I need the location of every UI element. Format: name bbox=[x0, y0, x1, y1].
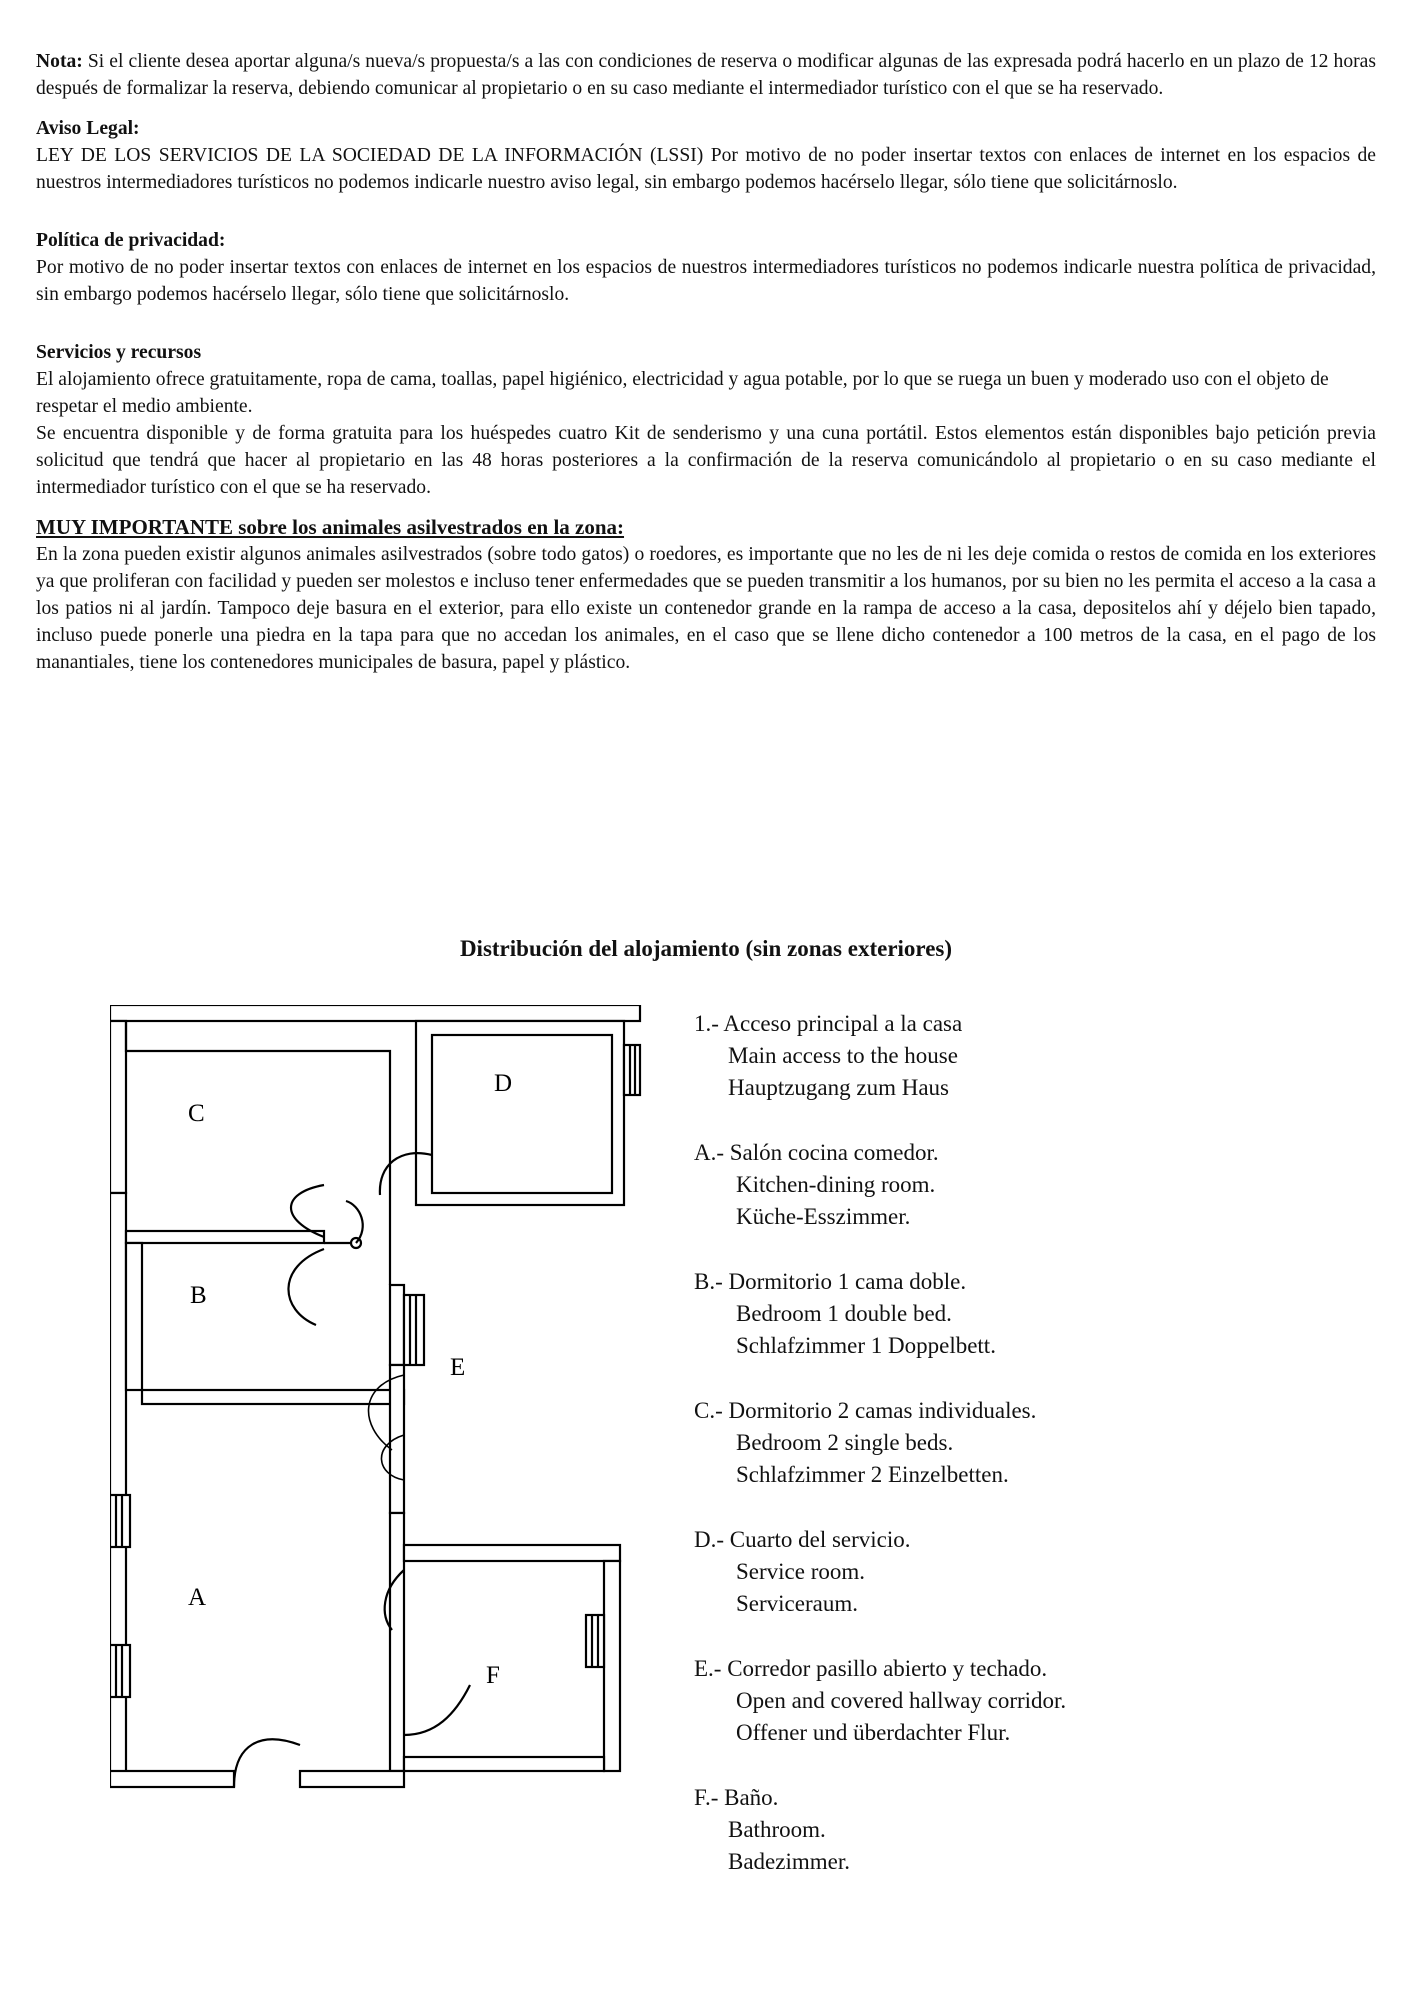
legend-en: Open and covered hallway corridor. bbox=[736, 1688, 1067, 1713]
legend-en: Bedroom 1 double bed. bbox=[736, 1301, 952, 1326]
legend-en: Bedroom 2 single beds. bbox=[736, 1430, 954, 1455]
legend-en: Service room. bbox=[736, 1559, 866, 1584]
servicios-text-2: Se encuentra disponible y de forma gratuita para los huéspedes cuatro Kit de senderismo y una cuna portátil. Estos elementos están disponibles bajo petición previa solicitud que tendrá que hacer al propietario en las 48 horas posteriores a la confirmación de la reserva comunicándolo al propietario o en su caso mediante el intermediador turístico con el que se ha reservado. bbox=[36, 423, 1376, 498]
legend-entry bbox=[694, 1395, 1214, 1491]
legend-en: Main access to the house bbox=[728, 1043, 958, 1068]
legend-es: B.- Dormitorio 1 cama doble. bbox=[694, 1269, 967, 1294]
legend-de: Hauptzugang zum Haus bbox=[728, 1075, 949, 1100]
servicios-text-1: El alojamiento ofrece gratuitamente, ropa de cama, toallas, papel higiénico, electricidad y agua potable, por lo que se ruega un buen y moderado uso con el objeto de respetar el medio ambiente. bbox=[36, 369, 1329, 417]
legend-es: F.- Baño. bbox=[694, 1785, 779, 1810]
floor-plan bbox=[110, 1005, 684, 1850]
legend-entry bbox=[694, 1008, 1214, 1104]
privacidad-section bbox=[36, 227, 1376, 308]
room-label-a: A bbox=[188, 1584, 207, 1611]
room-label-c: C bbox=[188, 1100, 205, 1127]
legend-es: D.- Cuarto del servicio. bbox=[694, 1527, 911, 1552]
animales-title: MUY IMPORTANTE sobre los animales asilvestrados en la zona: bbox=[36, 515, 625, 539]
nota-paragraph bbox=[36, 48, 1376, 102]
legend-de: Serviceraum. bbox=[736, 1591, 858, 1616]
room-label-b: B bbox=[190, 1282, 207, 1309]
room-label-f: F bbox=[486, 1662, 500, 1689]
legend-es: C.- Dormitorio 2 camas individuales. bbox=[694, 1398, 1037, 1423]
legend-de: Schlafzimmer 1 Doppelbett. bbox=[736, 1333, 996, 1358]
legend-entry bbox=[694, 1266, 1214, 1362]
legend-entry bbox=[694, 1524, 1214, 1620]
animales-section bbox=[36, 514, 1376, 676]
servicios-section bbox=[36, 339, 1376, 501]
room-legend bbox=[694, 1008, 1214, 1911]
aviso-legal-section bbox=[36, 115, 1376, 196]
legend-entry bbox=[694, 1137, 1214, 1233]
legend-de: Offener und überdachter Flur. bbox=[736, 1720, 1011, 1745]
legend-de: Badezimmer. bbox=[728, 1849, 850, 1874]
legend-en: Bathroom. bbox=[728, 1817, 826, 1842]
nota-label: Nota: bbox=[36, 51, 83, 72]
aviso-legal-text: LEY DE LOS SERVICIOS DE LA SOCIEDAD DE LA INFORMACIÓN (LSSI) Por motivo de no poder insertar textos con enlaces de internet en los espacios de nuestros intermediadores turísticos no podemos indicarle nuestro aviso legal, sin embargo podemos hacérselo llegar, sólo tiene que solicitárnoslo. bbox=[36, 145, 1376, 193]
legend-de: Schlafzimmer 2 Einzelbetten. bbox=[736, 1462, 1009, 1487]
legend-entry bbox=[694, 1782, 1214, 1878]
servicios-title: Servicios y recursos bbox=[36, 342, 202, 363]
aviso-legal-title: Aviso Legal: bbox=[36, 118, 140, 139]
legend-de: Küche-Esszimmer. bbox=[736, 1204, 911, 1229]
layout-title: Distribución del alojamiento (sin zonas exteriores) bbox=[459, 936, 953, 961]
nota-section bbox=[36, 48, 1376, 102]
animales-text: En la zona pueden existir algunos animales asilvestrados (sobre todo gatos) o roedores, es importante que no les de ni les deje comida o restos de comida en los exteriores ya que proliferan con facilidad y pueden ser molestos e incluso tener enfermedades que se pueden transmitir a los humanos, por su bien no les permita el acceso a la casa a los patios ni al jardín. Tampoco deje basura en el exterior, para ello existe un contenedor grande en la rampa de acceso a la casa, depositelos ahí y déjelo bien tapado, incluso puede ponerle una piedra en la tapa para que no accedan los animales, en el caso que se llene dicho contenedor a 100 metros de la casa, en el pago de los manantiales, tiene los contenedores municipales de basura, papel y plástico. bbox=[36, 544, 1376, 673]
legend-es: E.- Corredor pasillo abierto y techado. bbox=[694, 1656, 1048, 1681]
privacidad-text: Por motivo de no poder insertar textos con enlaces de internet en los espacios de nuestros intermediadores turísticos no podemos indicarle nuestra política de privacidad, sin embargo podemos hacérselo llegar, sólo tiene que solicitárnoslo. bbox=[36, 257, 1376, 305]
document-page bbox=[36, 48, 1376, 1874]
legend-es: 1.- Acceso principal a la casa bbox=[694, 1011, 963, 1036]
room-label-e: E bbox=[450, 1354, 466, 1381]
room-label-d: D bbox=[494, 1070, 513, 1097]
legend-entry bbox=[694, 1653, 1214, 1749]
legend-es: A.- Salón cocina comedor. bbox=[694, 1140, 939, 1165]
privacidad-title: Política de privacidad: bbox=[36, 230, 226, 251]
legend-en: Kitchen-dining room. bbox=[736, 1172, 936, 1197]
nota-text: Si el cliente desea aportar alguna/s nueva/s propuesta/s a las con condiciones de reserva o modificar algunas de las expresada podrá hacerlo en un plazo de 12 horas después de formalizar la reserva, debiendo comunicar al propietario o en su caso mediante el intermediador turístico con el que se ha reservado. bbox=[36, 51, 1376, 99]
